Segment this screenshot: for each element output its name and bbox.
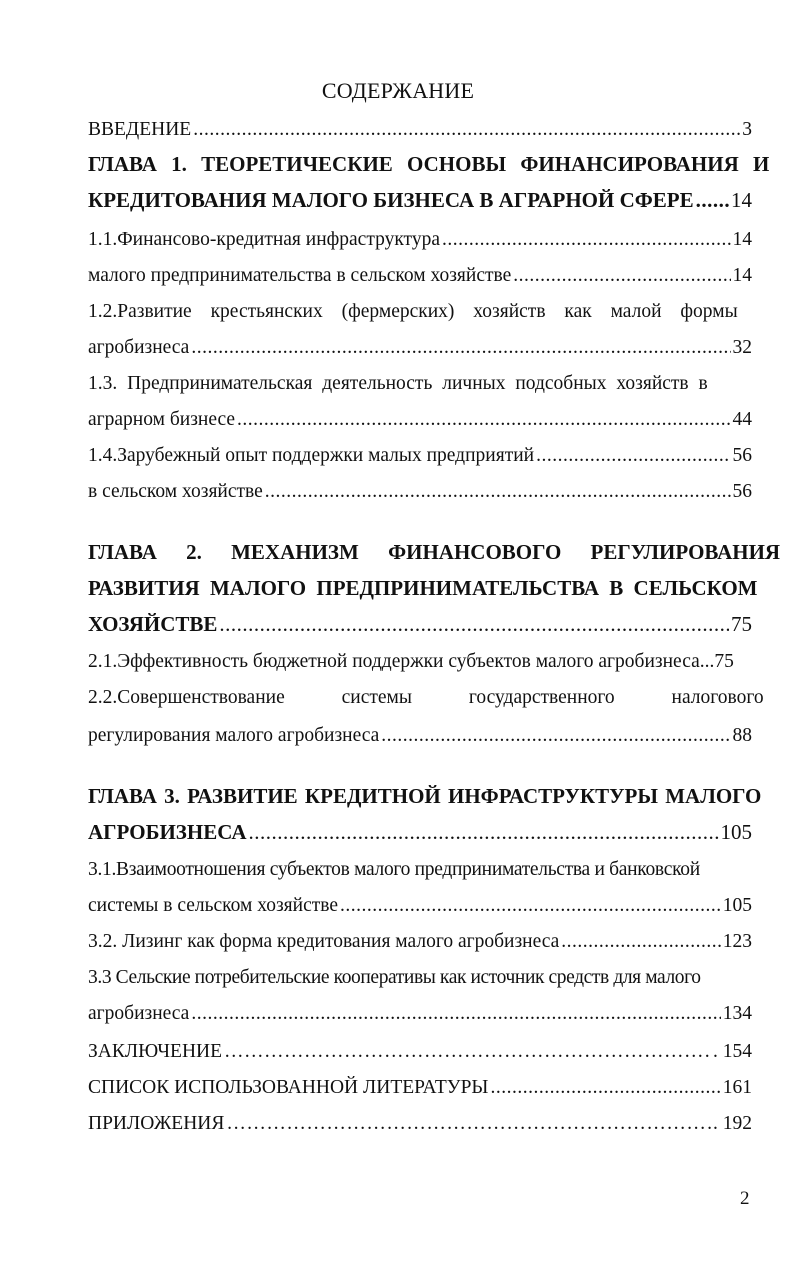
toc-entry-text: системы в сельском хозяйстве (88, 895, 339, 916)
toc-entry-text: регулирования малого агробизнеса (88, 725, 380, 746)
toc-chapter-3-line-1[interactable] (88, 784, 762, 808)
toc-entry-text: 3.2. Лизинг как форма кредитования малого агробизнеса (88, 931, 560, 952)
toc-entry-text: агробизнеса (88, 1003, 190, 1024)
toc-entry-references[interactable] (88, 1076, 752, 1100)
toc-entry-3-1-cont[interactable] (88, 894, 752, 918)
toc-entry-text: 2.1.Эффективность бюджетной поддержки субъектов малого агробизнеса... (88, 651, 715, 672)
toc-entry-text: 1.2.Развитие крестьянских (фермерских) хозяйств как малой формы (88, 301, 738, 322)
toc-entry-text: ГЛАВА 3. РАЗВИТИЕ КРЕДИТНОЙ ИНФРАСТРУКТУРЫ МАЛОГО (88, 784, 762, 808)
dot-leader (193, 118, 740, 142)
toc-chapter-2-line-2[interactable] (88, 576, 758, 600)
toc-page-number: 14 (732, 265, 752, 286)
toc-entry-text: СПИСОК ИСПОЛЬЗОВАННОЙ ЛИТЕРАТУРЫ (88, 1077, 489, 1098)
toc-page-number: . 192 (713, 1113, 752, 1134)
toc-entry-appendices[interactable] (88, 1112, 752, 1136)
toc-page-number: 56 (732, 481, 752, 502)
toc-entry-1-4[interactable] (88, 444, 752, 468)
toc-entry-text: 1.4.Зарубежный опыт поддержки малых предприятий (88, 445, 535, 466)
toc-chapter-2-line-1[interactable] (88, 540, 781, 564)
toc-entry-3-3-cont[interactable] (88, 1002, 752, 1026)
toc-entry-1-3-cont[interactable] (88, 408, 752, 432)
toc-entry-3-3[interactable] (88, 966, 752, 990)
toc-page-number: 14 (731, 188, 752, 212)
toc-entry-text: 1.1.Финансово-кредитная инфраструктура (88, 229, 440, 250)
toc-chapter-2-line-3[interactable] (88, 612, 752, 636)
dot-leader (442, 228, 731, 252)
dot-leader (224, 1040, 711, 1064)
dot-leader (696, 188, 729, 212)
dot-leader (561, 930, 720, 954)
toc-entry-1-1-cont[interactable] (88, 264, 752, 288)
toc-chapter-1-line-2[interactable] (88, 188, 752, 212)
dot-leader (265, 480, 731, 504)
toc-entry-1-2-cont[interactable] (88, 336, 752, 360)
dot-leader (249, 820, 719, 844)
toc-entry-text: аграрном бизнесе (88, 409, 236, 430)
toc-page-number: 14 (732, 229, 752, 250)
toc-page-number: 75 (731, 612, 752, 636)
dot-leader (340, 894, 721, 918)
toc-entry-1-3[interactable] (88, 372, 752, 396)
toc-page-number: 105 (722, 895, 752, 916)
toc-page-number: 105 (720, 820, 752, 844)
toc-page-number: 3 (742, 119, 752, 140)
toc-entry-text: ЗАКЛЮЧЕНИЕ (88, 1041, 223, 1062)
toc-entry-text: АГРОБИЗНЕСА (88, 820, 247, 844)
toc-entry-2-1[interactable] (88, 650, 752, 674)
toc-entry-text: РАЗВИТИЯ МАЛОГО ПРЕДПРИНИМАТЕЛЬСТВА В СЕЛЬСКОМ (88, 576, 758, 600)
dot-leader (191, 336, 730, 360)
toc-chapter-1-line-1[interactable] (88, 152, 770, 176)
toc-entry-text: агробизнеса (88, 337, 190, 358)
dot-leader (490, 1076, 720, 1100)
dot-leader (381, 724, 730, 748)
toc-entry-2-2-cont[interactable] (88, 724, 752, 748)
toc-page-number: 134 (722, 1003, 752, 1024)
page-title: СОДЕРЖАНИЕ (321, 78, 475, 103)
toc-entry-text: ХОЗЯЙСТВЕ (88, 612, 218, 636)
toc-entry-text: ВВЕДЕНИЕ (88, 119, 192, 140)
toc-page-number: 88 (732, 725, 752, 746)
toc-entry-2-2[interactable] (88, 686, 764, 710)
toc-entry-text: в сельском хозяйстве (88, 481, 263, 502)
dot-leader (536, 444, 730, 468)
toc-page-number: 161 (722, 1077, 752, 1098)
toc-entry-text: 1.3. Предпринимательская деятельность личных подсобных хозяйств в (88, 373, 708, 394)
toc-entry-text: 3.3 Сельские потребительские кооперативы как источник средств для малого (88, 967, 701, 988)
toc-entry-text: 3.1.Взаимоотношения субъектов малого предпринимательства и банковской (88, 859, 700, 880)
toc-entry-text: ПРИЛОЖЕНИЯ (88, 1113, 225, 1134)
dot-leader (237, 408, 730, 432)
toc-entry-1-1[interactable] (88, 228, 752, 252)
toc-entry-text: малого предпринимательства в сельском хозяйстве (88, 265, 512, 286)
toc-page-number: 44 (732, 409, 752, 430)
toc-entry-1-4-cont[interactable] (88, 480, 752, 504)
toc-entry-3-1[interactable] (88, 858, 752, 882)
toc-page-number: 123 (722, 931, 752, 952)
page-number: 2 (740, 1188, 750, 1209)
toc-entry-text: ГЛАВА 1. ТЕОРЕТИЧЕСКИЕ ОСНОВЫ ФИНАНСИРОВАНИЯ И (88, 152, 770, 176)
toc-entry-1-2[interactable] (88, 300, 752, 324)
toc-entry-conclusion[interactable] (88, 1040, 752, 1064)
toc-page-number: 56 (732, 445, 752, 466)
toc-page-number: 32 (732, 337, 752, 358)
toc-page-number: . 154 (713, 1041, 752, 1062)
toc-page-number: 75 (714, 651, 734, 672)
toc-entry-introduction[interactable] (88, 118, 752, 142)
toc-entry-text: КРЕДИТОВАНИЯ МАЛОГО БИЗНЕСА В АГРАРНОЙ СФЕРЕ (88, 188, 694, 212)
dot-leader (226, 1112, 711, 1136)
dot-leader (513, 264, 730, 288)
dot-leader (219, 612, 729, 636)
toc-entry-text: 2.2.Совершенствование системы государственного налогового (88, 687, 764, 708)
toc-entry-text: ГЛАВА 2. МЕХАНИЗМ ФИНАНСОВОГО РЕГУЛИРОВАНИЯ (88, 540, 781, 564)
toc-chapter-3-line-2[interactable] (88, 820, 752, 844)
dot-leader (191, 1002, 720, 1026)
toc-entry-3-2[interactable] (88, 930, 752, 954)
